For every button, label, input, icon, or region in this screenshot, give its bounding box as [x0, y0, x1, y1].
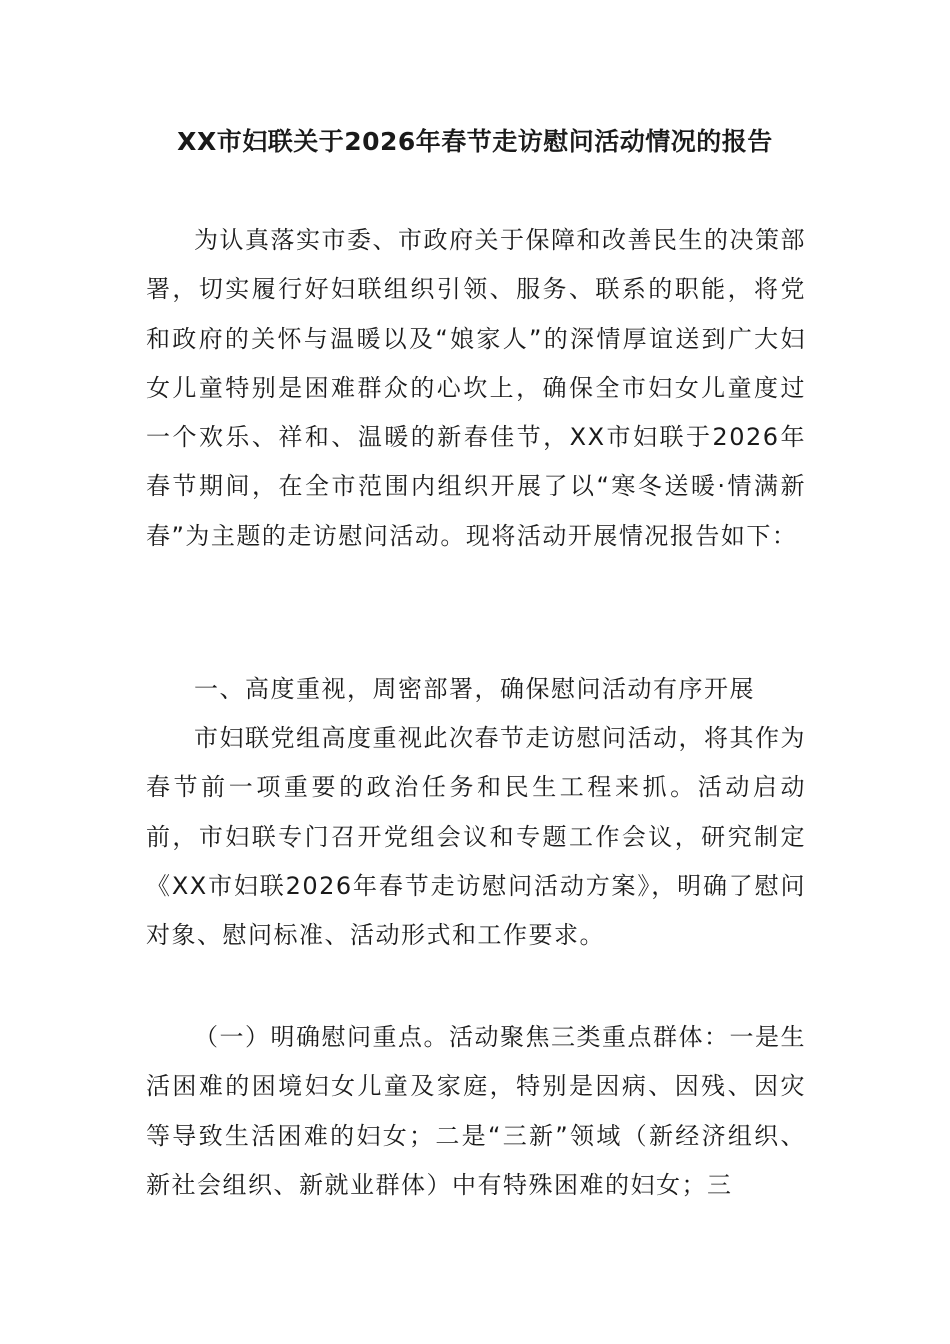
- document-title: XX市妇联关于2026年春节走访慰问活动情况的报告: [177, 127, 773, 156]
- intro-paragraph: 为认真落实市委、市政府关于保障和改善民生的决策部署，切实履行好妇联组织引领、服务、联系的职能，将党和政府的关怀与温暖以及“娘家人”的深情厚谊送到广大妇女儿童特别是困难群众的心坎上，确保全市妇女儿童度过一个欢乐、祥和、温暖的新春佳节，XX市妇联于2026年春节期间，在全市范围内组织开展了以“寒冬送暖·情满新春”为主题的走访慰问活动。现将活动开展情况报告如下：: [146, 226, 806, 550]
- section-1-heading: 一、高度重视，周密部署，确保慰问活动有序开展: [194, 675, 755, 703]
- section-1-paragraph: 市妇联党组高度重视此次春节走访慰问活动，将其作为春节前一项重要的政治任务和民生工程来抓。活动启动前，市妇联专门召开党组会议和专题工作会议，研究制定《XX市妇联2026年春节走访慰问活动方案》，明确了慰问对象、慰问标准、活动形式和工作要求。: [146, 724, 806, 950]
- subsection-1-paragraph: （一）明确慰问重点。活动聚焦三类重点群体：一是生活困难的困境妇女儿童及家庭，特别是因病、因残、因灾等导致生活困难的妇女；二是“三新”领域（新经济组织、新社会组织、新就业群体）中有特殊困难的妇女；三: [146, 1023, 806, 1199]
